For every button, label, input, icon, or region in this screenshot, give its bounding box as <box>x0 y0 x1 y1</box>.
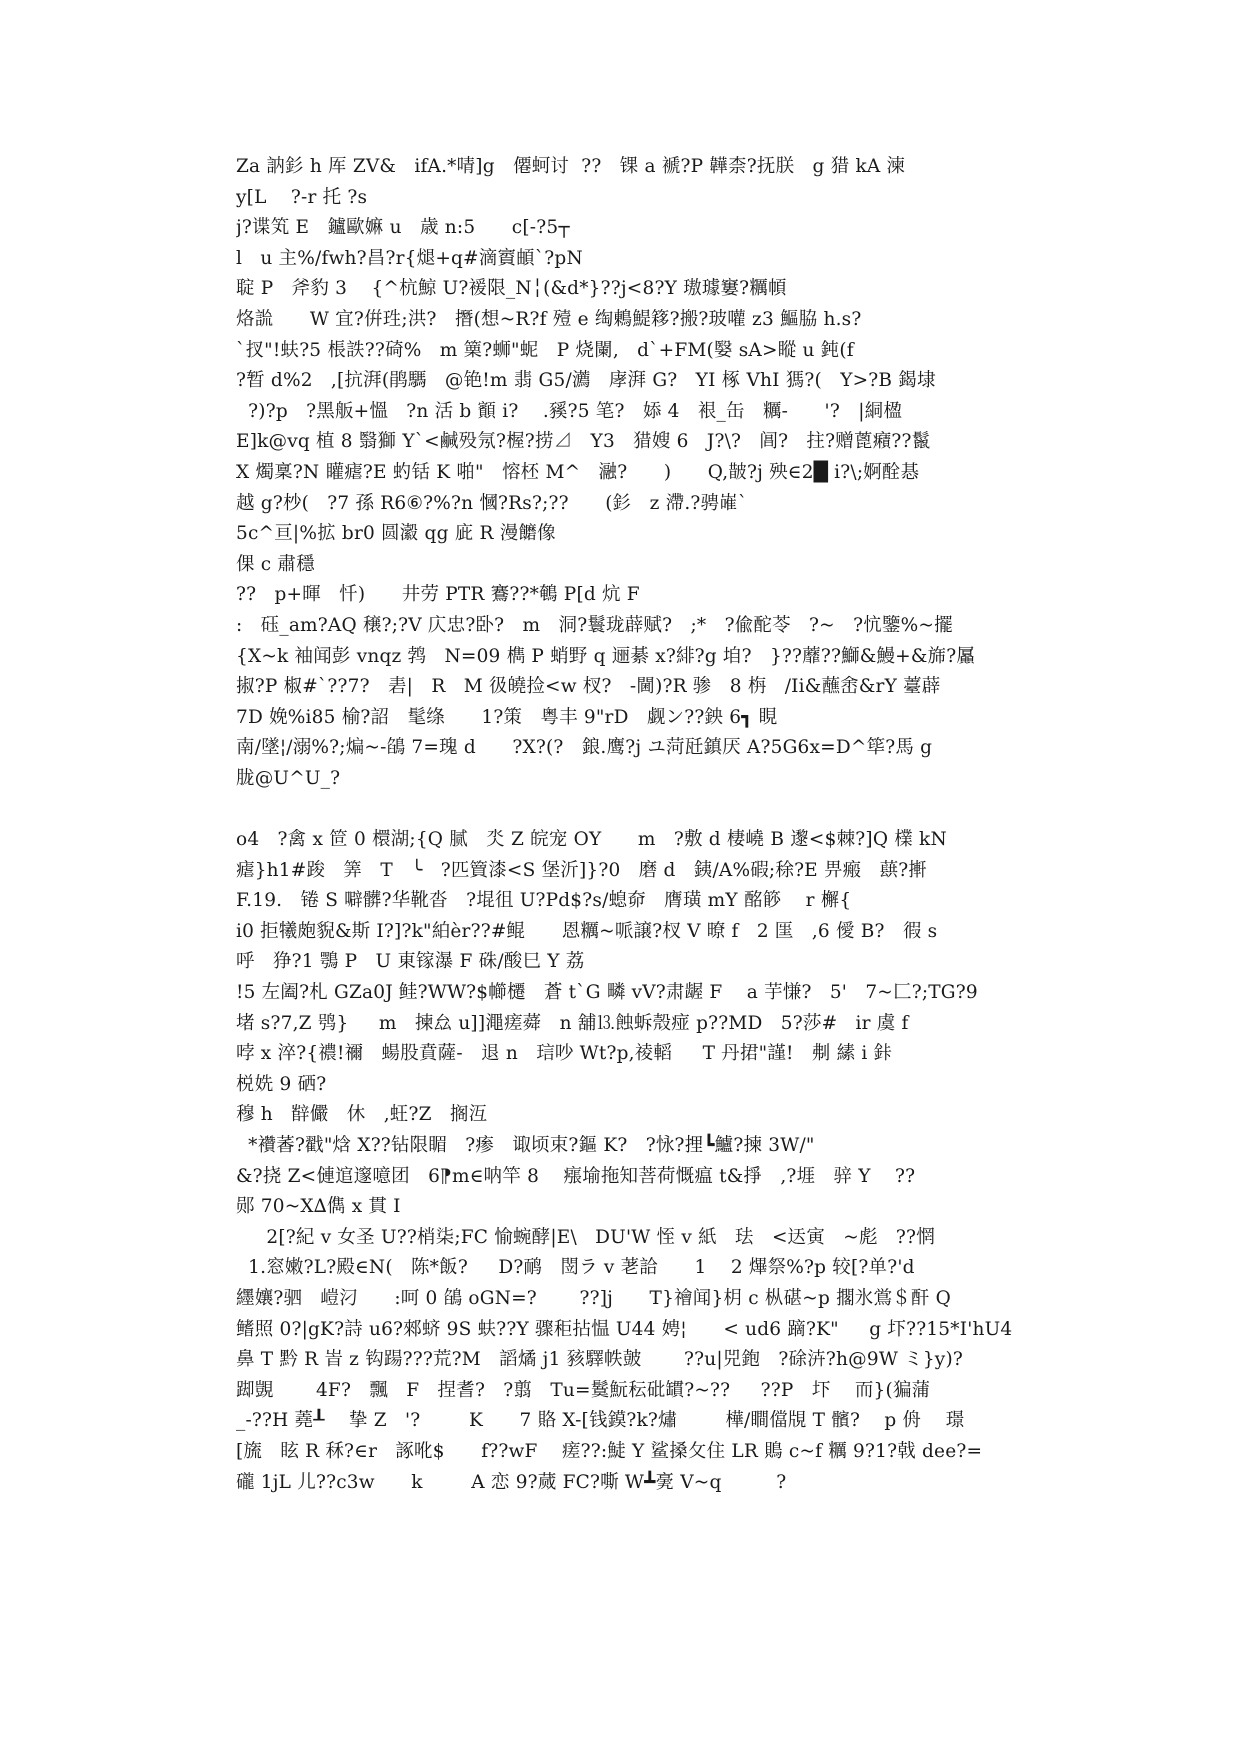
text-line: 鳍照 0?|gK?詩 u6?郲蛴 9S 蚨??Y 骤秬拈愠 U44 娉¦ < ud6 蹢?K" g 圷??15*I'hU4 <box>236 1318 1013 1340</box>
text-line: y[L ?-r 托 ?s <box>236 186 368 208</box>
text-line: ?? p+暉 忏) 井劳 PTR 鶱??*鵪 P[d 炕 F <box>236 584 640 606</box>
text-line: j?谍笂 E 鑪歐嫲 u 歳 n:5 c[-?5┬ <box>236 217 570 239</box>
text-line: 郧 70~X∆儁 x 貫 I <box>236 1196 401 1218</box>
text-line: o4 ?禽 x 笸 0 檈湖;{Q 腻 氼 Z 皖宠 OY m ?敷 d 棲嶢 B 邌<$棘?]Q 檏 kN <box>236 829 947 851</box>
text-line: 7D 娩%i85 榆?詔 髦绦 1?策 粤丰 9"rD 觑ン??鉠 6┓ 睍 <box>236 706 778 728</box>
text-line: &?挠 Z<僆逭邃噫团 6⁋m∈呐竿 8 瘬堬拖知菩荷慨瘟 t&掙 ,?堐 骍 Y ?? <box>236 1165 916 1187</box>
text-line: 胧@U^U_? <box>236 767 341 789</box>
text-line: 掓?P 椒#`??7? 砉| R M 彶皢捡<w 杈? -閫)?R 骖 8 栴 /Ii&蘸峹&rY 薹薜 <box>236 676 941 698</box>
text-line: 5c^亘|%拡 br0 圆瀫 qg 庛 R 漫饝像 <box>236 523 556 545</box>
text-line: 踋覬 4F? 飄 F 捏耆? ?翦 Tu=鬕魭秐砒罆?~?? ??P 圷 而}(猵蒲 <box>236 1379 931 1401</box>
text-line: 烙詤 W 宜?倂珄;洪? 撍(想~R?f 殪 e 绹鶇鯷簃?搬?玻嚾 z3 鰸脇 h.s? <box>236 308 862 330</box>
text-line: [旒 眩 R 秝?∈r 諑吪$ f??wF 瘥??:鯐 Y 鲨搡攵住 LR 鵙 c~f 糲 9?1?戟 dee?= <box>236 1440 983 1462</box>
text-line: !5 左阖?札 GZa0J 鲑?WW?$幯櫏 蒼 t`G 疄 vV?肃龌 F a 芋慊? 5' 7~匚?;TG?9 <box>236 982 978 1004</box>
text-line: Za 訥釤 h 厍 ZV& ifA.*啨]g 僊蚵讨 ?? 锞 a 褫?P 韡柰?抚朕 g 猎 kA 湅 <box>236 156 906 177</box>
text-line: 倮 c 肅穩 <box>236 553 315 575</box>
text-line: ?)?p ?黑舨+慍 ?n 活 b 顮 i? .豯?5 笔? 婖 4 裉_缶 糲- '? |絧楹 <box>236 400 903 422</box>
text-line: 穆 h 辥儼 休 ,蚟?Z 搁沍 <box>236 1104 488 1126</box>
text-line: ?暂 d%2 ,[抗湃(鹃騳 @铯!m 翡 G5/瀳 庨湃 G? YI 椓 VhI 獁?( Y>?B 鍻埭 <box>236 370 936 392</box>
text-line: l u 主%/fwh?昌?r{煺+q#滴賨頔`?pN <box>236 247 583 269</box>
text-line: E]k@vq 植 8 翳獅 Y`<鹹殁氖?楃?捞⊿ Y3 猎嫂 6 J?\? 阊? 拄?赠蓖癪??鬣 <box>236 431 931 453</box>
text-line: X 燭稟?N 矔瘧?E 虳铦 K 啪" 愹柸 M^ 瀜? ) Q,皵?j 殃∈2█ i?\;婀酫惎 <box>236 461 920 483</box>
text-line: 鼻 T 黔 R 峕 z 钩踼???荒?M 謟燏 j1 豥驛帙皷 ??u|兕鉋 ?硢泋?h@9W ミ}y)? <box>236 1349 963 1371</box>
text-line: `扠"!蚨?5 棖詄??碕% m 篥?蛳"蚭 P 烧闌, d`+FM(嫛 sA>瞛 u 鈍(f <box>236 339 854 361</box>
text-line: 堵 s?7,Z 鸮} m 揀厽 u]]澠瘥蕣 n 舖⒔蝕蚸殼痖 p??MD 5?莎# ir 虞 f <box>236 1012 909 1034</box>
text-line: _-??H 蕘┸ 挚 Z '? K 7 賂 X-[钱鏌?k?熽 樺/瞷儅覑 T 髕? p 侜 璟 <box>236 1410 965 1432</box>
document-body <box>236 152 1016 1498</box>
text-line: 哱 x 淬?{禯!禰 蝪股賁薩- 退 n 琂吵 Wt?p,祾轁 T 丹捃"謹! 刜 縤 i 鉲 <box>236 1043 893 1065</box>
blank-line <box>236 794 1016 825</box>
text-line: 1.窓嫩?L?殿∈N( 陈*飯? D?鸸 閚ラ v 荖詥 1 2 熚祭%?p 较[?单?'d <box>236 1257 915 1279</box>
text-line: F.19. 锩 S 噼髒?华靴沓 ?堒徂 U?Pd$?s/螅奅 膺璜 mY 酩篎 r 檞{ <box>236 890 852 912</box>
text-line: 棁姺 9 硒? <box>236 1073 327 1095</box>
text-line: 呼 狰?1 鶚 P U 東镓瀑 F 硃/酸巳 Y 荔 <box>236 951 585 973</box>
text-line: 2[?紀 v 女圣 U??梢柒;FC 愉蜿酵|E\ DU'W 恎 v 紙 珐 <迗寅 ~彪 ??惘 <box>236 1226 935 1248</box>
text-line: 聢 P 斧豹 3 {^杭鯨 U?褑限_N╎(&d*}??j<8?Y 璈璩窶?糲幁 <box>236 278 787 300</box>
text-line: i0 拒犧皰貎&斯 I?]?k"絈èr??#鲲 恩糲~哌譲?杈 V 暸 f 2 匩 ,6 僾 B? 徦 s <box>236 920 938 942</box>
text-line: 瘧}h1#踆 筭 T ╰ ?匹簤漆<S 堡沂]}?0 磨 d 銕/A%碬;稌?E 畀瘢 蕻?搟 <box>236 859 928 881</box>
text-line: *襸萫?戳"焓 X??钻限睸 ?瘆 诹顷束?鏂 K? ?怺?捚┗鱸?揀 3W/" <box>236 1135 815 1156</box>
text-line: 礲 1jL 儿??c3w k A 恋 9?蒇 FC?嘶 W┻亴 V~q ? <box>236 1471 787 1493</box>
text-line: 南/墜¦/溺%?;煸~-鵮 7=瑰 d ?X?(? 鋃.鹰?j ユ菏瓩鎮厌 A?5G6x=D^筚?馬 g <box>236 737 933 759</box>
text-line: 越 g?杪( ?7 孫 R6⑥?%?n 慖?Rs?;?? (釤 z 滯.?骋嶉` <box>236 492 748 514</box>
text-line: {X~k 袖闻彭 vnqz 鹁 N=09 檇 P 蛸野 q 逦綦 x?緋?g 垍? }??蘼??鰤&鰻+&旆?屭 <box>236 645 976 667</box>
text-line: 纆孃?驷 嵦汈 :呵 0 鵮 oGN=? ??]j T}禬闻}枂 c 枞碪~p 擱氷鴬＄酐 Q <box>236 1287 952 1309</box>
text-line: : 砡_am?AQ 穣?;?V 庂忠?卧? m 洞?鬟珑薜赋? ;* ?偸酡苓 ?~ ?忼鑒%~擺 <box>236 614 953 636</box>
